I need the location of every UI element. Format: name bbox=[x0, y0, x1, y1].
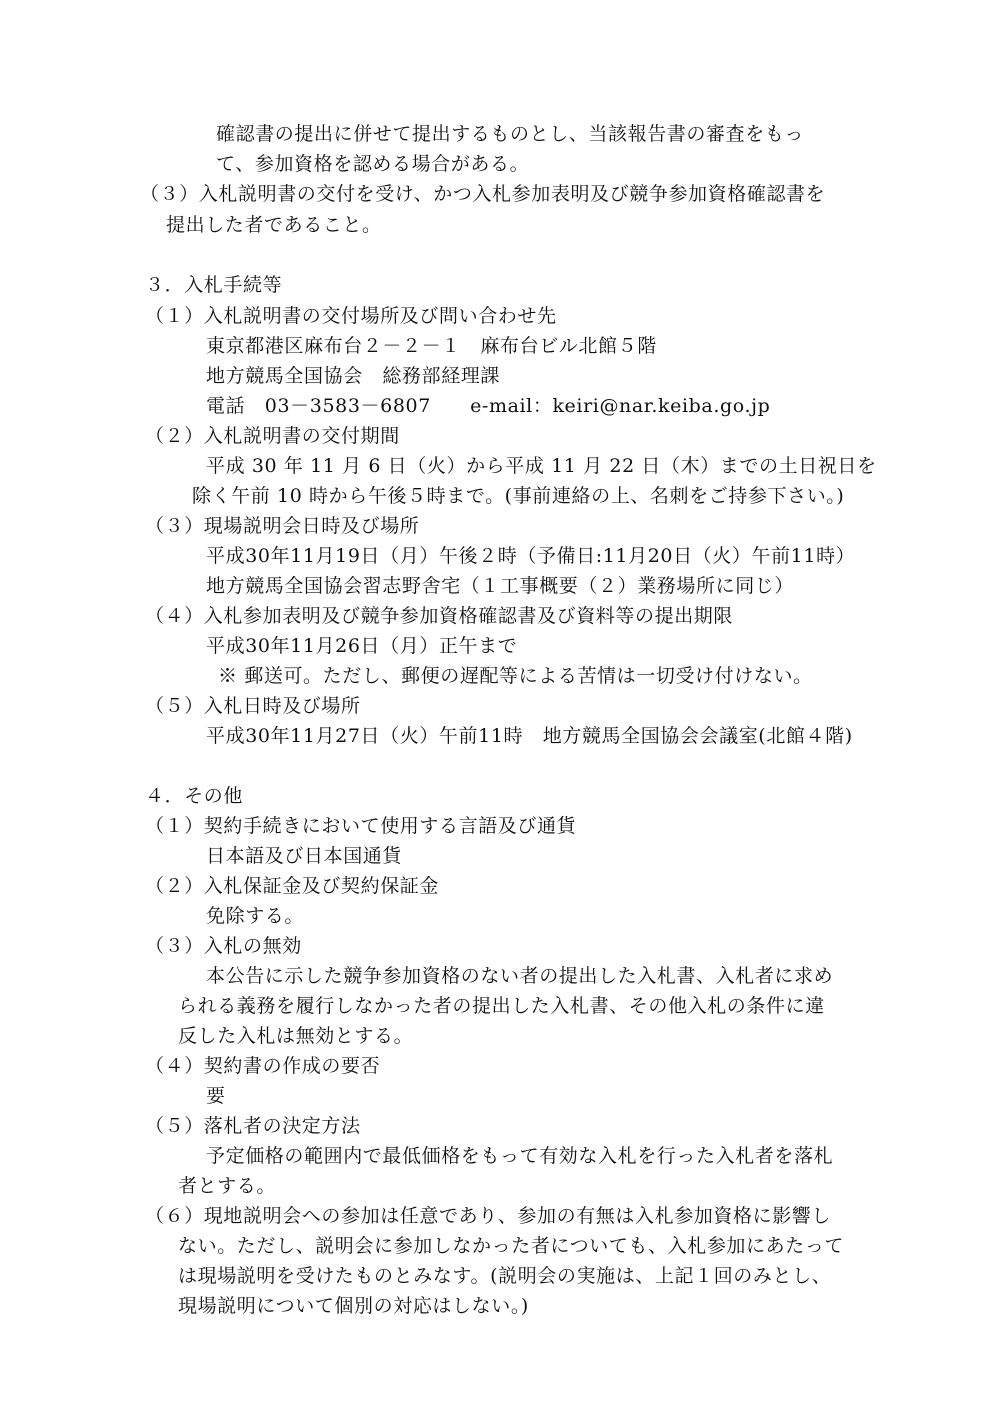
item-heading: （１）契約手続きにおいて使用する言語及び通貨 bbox=[145, 815, 577, 837]
item-heading: （３）入札の無効 bbox=[145, 935, 302, 957]
item-heading: （１）入札説明書の交付場所及び問い合わせ先 bbox=[145, 305, 557, 327]
text-line: 現場説明について個別の対応はしない。) bbox=[178, 1295, 529, 1317]
item-heading: （２）入札説明書の交付期間 bbox=[145, 425, 400, 447]
text-line: 平成30年11月19日（月）午後２時（予備日:11月20日（火）午前11時） bbox=[206, 545, 856, 567]
item-heading: （６）現地説明会への参加は任意であり、参加の有無は入札参加資格に影響し bbox=[145, 1205, 832, 1227]
text-line: 地方競馬全国協会習志野舎宅（１工事概要（２）業務場所に同じ） bbox=[206, 575, 795, 597]
item-heading: （２）入札保証金及び契約保証金 bbox=[145, 875, 440, 897]
text-line: 平成30年11月26日（月）正午まで bbox=[206, 635, 518, 657]
text-line: は現場説明を受けたものとみなす。(説明会の実施は、上記１回のみとし、 bbox=[178, 1265, 832, 1287]
text-line: （３）入札説明書の交付を受け、かつ入札参加表明及び競争参加資格確認書を bbox=[140, 183, 826, 205]
item-heading: （５）落札者の決定方法 bbox=[145, 1115, 361, 1137]
text-line: 地方競馬全国協会 総務部経理課 bbox=[206, 365, 501, 387]
contact-line: 電話 03－3583－6807 e-mail：keiri@nar.keiba.go.jp bbox=[206, 395, 771, 417]
text-line: 予定価格の範囲内で最低価格をもって有効な入札を行った入札者を落札 bbox=[206, 1145, 834, 1167]
text-line: ない。ただし、説明会に参加しなかった者についても、入札参加にあたって bbox=[178, 1235, 845, 1257]
section-heading: ４．その他 bbox=[145, 785, 244, 807]
text-line: 本公告に示した競争参加資格のない者の提出した入札書、入札者に求め bbox=[206, 965, 834, 987]
text-line: 除く午前 10 時から午後５時まで。(事前連絡の上、名刺をご持参下さい。) bbox=[192, 485, 845, 507]
text-line: 者とする。 bbox=[178, 1175, 277, 1197]
text-line: 提出した者であること。 bbox=[166, 214, 382, 236]
text-line: 東京都港区麻布台２－２－１ 麻布台ビル北館５階 bbox=[206, 335, 657, 357]
text-line: 平成 30 年 11 月 6 日（火）から平成 11 月 22 日（木）までの土日祝日を bbox=[206, 455, 877, 477]
text-line: て、参加資格を認める場合がある。 bbox=[216, 153, 530, 175]
text-line: 反した入札は無効とする。 bbox=[178, 1025, 414, 1047]
text-line: 日本語及び日本国通貨 bbox=[206, 845, 403, 867]
text-line: 免除する。 bbox=[206, 905, 305, 927]
text-line: られる義務を履行しなかった者の提出した入札書、その他入札の条件に違 bbox=[178, 995, 825, 1017]
note-line: ※ 郵送可。ただし、郵便の遅配等による苦情は一切受け付けない。 bbox=[218, 665, 813, 687]
item-heading: （４）入札参加表明及び競争参加資格確認書及び資料等の提出期限 bbox=[145, 605, 734, 627]
text-line: 要 bbox=[206, 1085, 226, 1107]
item-heading: （４）契約書の作成の要否 bbox=[145, 1055, 381, 1077]
section-heading: ３．入札手続等 bbox=[145, 274, 283, 296]
text-line: 確認書の提出に併せて提出するものとし、当該報告書の審査をもっ bbox=[216, 123, 805, 145]
item-heading: （５）入札日時及び場所 bbox=[145, 695, 361, 717]
text-line: 平成30年11月27日（火）午前11時 地方競馬全国協会会議室(北館４階) bbox=[206, 725, 853, 747]
item-heading: （３）現場説明会日時及び場所 bbox=[145, 515, 420, 537]
